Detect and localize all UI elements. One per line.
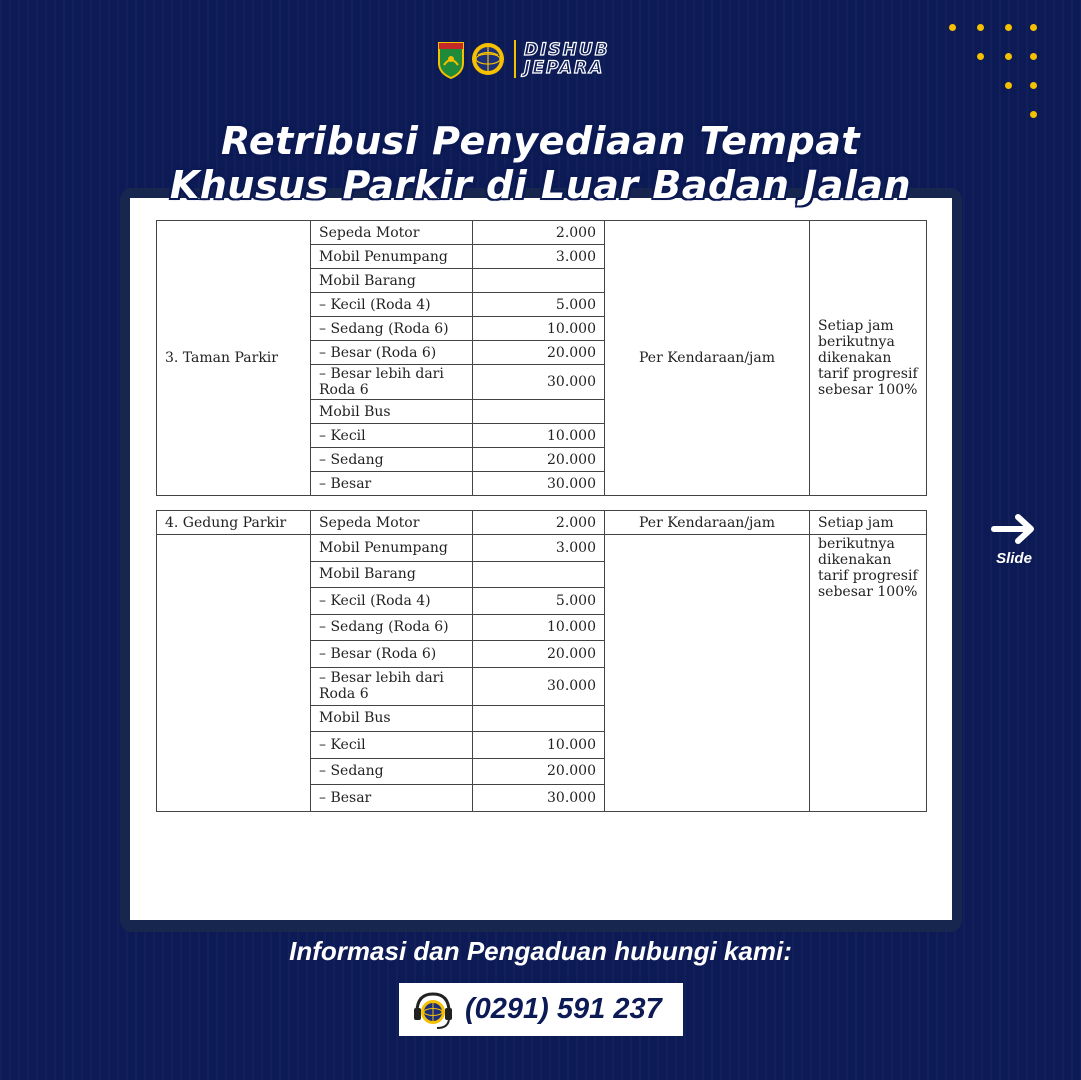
- dot: [977, 24, 984, 31]
- price-cell: 20.000: [473, 758, 605, 785]
- jepara-emblem-icon: [436, 39, 466, 79]
- vehicle-cell: Mobil Penumpang: [311, 535, 473, 562]
- logo-group: [436, 38, 610, 80]
- vehicle-cell: – Sedang (Roda 6): [311, 317, 473, 341]
- vehicle-cell: – Kecil (Roda 4): [311, 293, 473, 317]
- logo-wordmark: [524, 41, 610, 77]
- arrow-right-icon: [990, 512, 1038, 546]
- dot: [1005, 53, 1012, 60]
- dishub-globe-icon: [470, 41, 506, 77]
- page-title-line-1: Retribusi Penyediaan Tempat: [220, 119, 861, 163]
- headset-globe-icon: [411, 988, 455, 1032]
- price-cell: 10.000: [473, 614, 605, 641]
- phone-number[interactable]: (0291) 591 237: [465, 993, 662, 1025]
- vehicle-cell: – Kecil: [311, 732, 473, 759]
- dot: [1030, 111, 1037, 118]
- unit-cell: Per Kendaraan/jam: [605, 511, 810, 535]
- phone-contact[interactable]: [399, 983, 683, 1036]
- logo-line-1: DISHUB: [524, 40, 610, 60]
- contact-info-text: Informasi dan Pengaduan hubungi kami:: [289, 936, 792, 966]
- price-cell: [473, 561, 605, 588]
- table-row: [157, 511, 927, 535]
- table-row: [157, 535, 927, 562]
- price-cell: 2.000: [473, 511, 605, 535]
- price-cell: 30.000: [473, 785, 605, 812]
- vehicle-cell: – Besar lebih dari Roda 6: [311, 667, 473, 705]
- dot: [977, 53, 984, 60]
- vehicle-cell: Sepeda Motor: [311, 221, 473, 245]
- dot: [1005, 24, 1012, 31]
- note-cell-first: Setiap jam: [810, 511, 927, 535]
- vehicle-cell: – Sedang: [311, 758, 473, 785]
- vehicle-cell: – Besar: [311, 472, 473, 496]
- vehicle-cell: – Kecil: [311, 424, 473, 448]
- price-cell: 30.000: [473, 472, 605, 496]
- price-cell: 20.000: [473, 448, 605, 472]
- price-cell: [473, 400, 605, 424]
- table-row: [157, 221, 927, 245]
- price-cell: 3.000: [473, 245, 605, 269]
- vehicle-cell: – Sedang (Roda 6): [311, 614, 473, 641]
- location-cell: 4. Gedung Parkir: [157, 511, 311, 535]
- vehicle-cell: Mobil Penumpang: [311, 245, 473, 269]
- logo-line-2: JEPARA: [524, 58, 605, 78]
- price-cell: 5.000: [473, 293, 605, 317]
- logo-divider: [514, 40, 516, 78]
- dot: [949, 24, 956, 31]
- vehicle-cell: Mobil Barang: [311, 561, 473, 588]
- decorative-dots: [945, 24, 1037, 120]
- price-cell: 20.000: [473, 641, 605, 668]
- price-cell: [473, 705, 605, 732]
- vehicle-cell: – Kecil (Roda 4): [311, 588, 473, 615]
- vehicle-cell: Mobil Bus: [311, 400, 473, 424]
- location-cell-empty: [157, 535, 311, 812]
- vehicle-cell: – Besar: [311, 785, 473, 812]
- price-cell: 10.000: [473, 317, 605, 341]
- slide-next-button[interactable]: [986, 512, 1042, 567]
- price-cell: 10.000: [473, 732, 605, 759]
- document-card: [130, 198, 952, 920]
- location-cell: 3. Taman Parkir: [157, 221, 311, 496]
- vehicle-cell: Sepeda Motor: [311, 511, 473, 535]
- dot: [1030, 82, 1037, 89]
- vehicle-cell: Mobil Bus: [311, 705, 473, 732]
- vehicle-cell: – Besar (Roda 6): [311, 341, 473, 365]
- vehicle-cell: – Besar (Roda 6): [311, 641, 473, 668]
- price-cell: 30.000: [473, 365, 605, 400]
- price-cell: 2.000: [473, 221, 605, 245]
- tarif-table-gedung-parkir: [156, 510, 927, 812]
- slide-label: Slide: [996, 550, 1032, 567]
- dot: [1030, 24, 1037, 31]
- vehicle-cell: – Besar lebih dari Roda 6: [311, 365, 473, 400]
- price-cell: 10.000: [473, 424, 605, 448]
- unit-cell: Per Kendaraan/jam: [605, 221, 810, 496]
- dot: [1030, 53, 1037, 60]
- unit-cell-empty: [605, 535, 810, 812]
- tarif-table-taman-parkir: [156, 220, 927, 496]
- price-cell: 3.000: [473, 535, 605, 562]
- vehicle-cell: Mobil Barang: [311, 269, 473, 293]
- price-cell: [473, 269, 605, 293]
- vehicle-cell: – Sedang: [311, 448, 473, 472]
- dot: [1005, 82, 1012, 89]
- price-cell: 5.000: [473, 588, 605, 615]
- note-cell-rest: berikutnya dikenakan tarif progresif sebesar 100%: [810, 535, 927, 812]
- note-cell: Setiap jam berikutnya dikenakan tarif progresif sebesar 100%: [810, 221, 927, 496]
- price-cell: 30.000: [473, 667, 605, 705]
- price-cell: 20.000: [473, 341, 605, 365]
- page-title-line-2: Khusus Parkir di Luar Badan Jalan: [169, 163, 912, 207]
